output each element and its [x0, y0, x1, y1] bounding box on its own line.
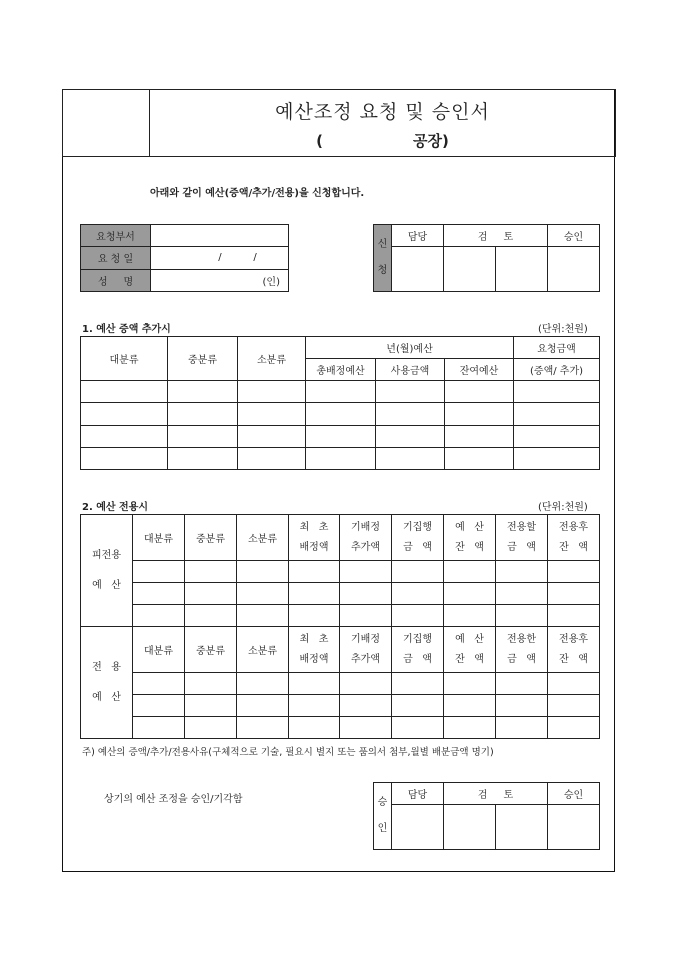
cell[interactable]	[340, 717, 392, 739]
s2-to-after-2: 잔 액	[559, 653, 588, 665]
cell[interactable]	[548, 695, 600, 717]
cell[interactable]	[444, 583, 496, 605]
table-row	[81, 605, 600, 627]
application-col-review: 검 토	[444, 225, 548, 247]
date-label: 요 청 일	[81, 247, 151, 269]
cell[interactable]	[445, 403, 514, 425]
s2-to-transfer-2: 금 액	[507, 653, 536, 665]
cell[interactable]	[185, 583, 237, 605]
cell[interactable]	[392, 695, 444, 717]
cell[interactable]	[306, 381, 376, 403]
final-col-manager: 담당	[392, 783, 444, 805]
s2-from-bal-1: 예 산	[455, 521, 484, 533]
cell[interactable]	[496, 583, 548, 605]
s1-header-request-sub: (증액/ 추가)	[514, 359, 600, 381]
s2-from-initial	[289, 515, 340, 561]
cell[interactable]	[289, 605, 340, 627]
section1-unit: (단위:천원)	[538, 324, 588, 335]
s1-header-total-alloc: 총배정예산	[306, 359, 376, 381]
cell[interactable]	[238, 381, 306, 403]
s2-to-transfer-1: 전용한	[507, 633, 536, 645]
s2-to-exec-2: 금 액	[403, 653, 432, 665]
s2-to-minor: 소분류	[237, 627, 289, 673]
cell[interactable]	[81, 403, 168, 425]
application-side-char-1: 신	[377, 239, 388, 250]
final-side-label	[374, 783, 392, 850]
cell[interactable]	[289, 561, 340, 583]
final-side-char-1: 승	[377, 797, 388, 808]
table-row	[81, 695, 600, 717]
cell[interactable]	[133, 561, 185, 583]
cell[interactable]	[514, 403, 600, 425]
cell[interactable]	[237, 561, 289, 583]
s2-from-exec-2: 금 액	[403, 541, 432, 553]
s2-from-after-1: 전용후	[559, 521, 588, 533]
table-row	[81, 381, 600, 403]
cell[interactable]	[168, 381, 238, 403]
cell[interactable]	[238, 425, 306, 447]
s2-from-initial-2: 배정액	[299, 541, 329, 553]
cell[interactable]	[548, 583, 600, 605]
cell[interactable]	[289, 673, 340, 695]
table-row	[81, 403, 600, 425]
s2-from-transfer	[496, 515, 548, 561]
cell[interactable]	[185, 673, 237, 695]
name-field[interactable]	[151, 269, 289, 291]
table-row	[81, 561, 600, 583]
s1-header-middle: 중분류	[168, 337, 238, 381]
request-info-table	[80, 224, 289, 292]
cell[interactable]	[168, 425, 238, 447]
cell[interactable]	[340, 695, 392, 717]
s2-to-middle: 중분류	[185, 627, 237, 673]
cell[interactable]	[548, 561, 600, 583]
application-side-label	[374, 225, 392, 292]
cell[interactable]	[392, 717, 444, 739]
s1-header-major: 대분류	[81, 337, 168, 381]
cell[interactable]	[81, 447, 168, 469]
s2-from-after	[548, 515, 600, 561]
s2-to-initial	[289, 627, 340, 673]
application-sign-approve[interactable]	[548, 247, 600, 292]
cell[interactable]	[237, 583, 289, 605]
final-sign-manager[interactable]	[392, 805, 444, 850]
s2-from-initial-1: 최 초	[299, 521, 329, 533]
cell[interactable]	[444, 695, 496, 717]
cell[interactable]	[548, 717, 600, 739]
cell[interactable]	[514, 425, 600, 447]
cell[interactable]	[444, 673, 496, 695]
s2-to-exec-1: 기집행	[403, 633, 432, 645]
final-sign-approve[interactable]	[548, 805, 600, 850]
cell[interactable]	[289, 583, 340, 605]
cell[interactable]	[496, 673, 548, 695]
title-block	[62, 89, 616, 157]
cell[interactable]	[444, 561, 496, 583]
cell[interactable]	[548, 605, 600, 627]
final-decision-text: 상기의 예산 조정을 승인/기각함	[104, 794, 243, 805]
cell[interactable]	[306, 425, 376, 447]
table-row	[81, 673, 600, 695]
cell[interactable]	[306, 403, 376, 425]
s2-from-exec	[392, 515, 444, 561]
application-sign-review-1[interactable]	[444, 247, 496, 292]
s2-from-label-1: 피전용	[92, 549, 121, 561]
cell[interactable]	[376, 381, 445, 403]
cell[interactable]	[548, 673, 600, 695]
cell[interactable]	[81, 381, 168, 403]
cell[interactable]	[289, 695, 340, 717]
section1-table	[80, 336, 600, 470]
s2-to-initial-1: 최 초	[299, 633, 329, 645]
name-label: 성 명	[81, 269, 151, 291]
s2-from-middle: 중분류	[185, 515, 237, 561]
table-row	[81, 425, 600, 447]
s2-to-transfer	[496, 627, 548, 673]
s2-from-prior	[340, 515, 392, 561]
cell[interactable]	[496, 717, 548, 739]
section2-unit: (단위:천원)	[538, 502, 588, 513]
s2-from-major: 대분류	[133, 515, 185, 561]
application-sign-manager[interactable]	[392, 247, 444, 292]
s2-to-label-2: 예 산	[92, 691, 121, 703]
cell[interactable]	[185, 561, 237, 583]
s2-from-label	[81, 515, 133, 627]
table-row	[81, 717, 600, 739]
cell[interactable]	[444, 717, 496, 739]
cell[interactable]	[376, 447, 445, 469]
cell[interactable]	[133, 717, 185, 739]
s2-to-bal	[444, 627, 496, 673]
final-col-approve: 승인	[548, 783, 600, 805]
s2-to-label	[81, 627, 133, 739]
s2-from-exec-1: 기집행	[403, 521, 432, 533]
cell[interactable]	[376, 403, 445, 425]
s2-from-bal-2: 잔 액	[455, 541, 484, 553]
s2-from-prior-1: 기배정	[351, 521, 380, 533]
s2-from-transfer-2: 금 액	[507, 541, 536, 553]
cell[interactable]	[340, 673, 392, 695]
cell[interactable]	[496, 605, 548, 627]
s2-from-after-2: 잔 액	[559, 541, 588, 553]
final-approval-table	[373, 782, 600, 850]
cell[interactable]	[340, 605, 392, 627]
cell[interactable]	[133, 695, 185, 717]
cell[interactable]	[444, 605, 496, 627]
seal-text: (인)	[262, 276, 280, 288]
s2-from-transfer-1: 전용할	[507, 521, 536, 533]
cell[interactable]	[81, 425, 168, 447]
s2-from-bal	[444, 515, 496, 561]
section1-title: 1. 예산 증액 추가시	[82, 324, 171, 335]
cell[interactable]	[514, 447, 600, 469]
cell[interactable]	[133, 673, 185, 695]
s2-to-initial-2: 배정액	[299, 653, 329, 665]
cell[interactable]	[237, 695, 289, 717]
subtitle-open: (	[316, 132, 323, 150]
cell[interactable]	[514, 381, 600, 403]
subtitle-close: 공장)	[413, 132, 449, 150]
s2-to-prior-2: 추가액	[351, 653, 380, 665]
table-row	[81, 583, 600, 605]
cell[interactable]	[237, 673, 289, 695]
s1-header-minor: 소분류	[238, 337, 306, 381]
cell[interactable]	[392, 583, 444, 605]
application-side-char-2: 청	[377, 265, 388, 276]
s2-to-after-1: 전용후	[559, 633, 588, 645]
s2-to-bal-1: 예 산	[455, 633, 484, 645]
cell[interactable]	[376, 425, 445, 447]
cell[interactable]	[237, 717, 289, 739]
s2-from-label-2: 예 산	[92, 579, 121, 591]
cell[interactable]	[392, 561, 444, 583]
cell[interactable]	[340, 583, 392, 605]
final-sign-review-2[interactable]	[496, 805, 548, 850]
title-cell	[150, 90, 616, 157]
page-title: 예산조정 요청 및 승인서	[275, 101, 490, 123]
application-col-manager: 담당	[392, 225, 444, 247]
cell[interactable]	[392, 605, 444, 627]
cell[interactable]	[445, 425, 514, 447]
s2-to-exec	[392, 627, 444, 673]
s2-to-major: 대분류	[133, 627, 185, 673]
s2-to-prior-1: 기배정	[351, 633, 380, 645]
section2-title: 2. 예산 전용시	[82, 502, 149, 513]
s2-to-prior	[340, 627, 392, 673]
final-col-review: 검 토	[444, 783, 548, 805]
cell[interactable]	[185, 605, 237, 627]
cell[interactable]	[185, 695, 237, 717]
s2-from-minor: 소분류	[237, 515, 289, 561]
final-side-char-2: 인	[377, 823, 388, 834]
department-label: 요청부서	[81, 225, 151, 247]
cell[interactable]	[496, 561, 548, 583]
s2-to-after	[548, 627, 600, 673]
cell[interactable]	[289, 717, 340, 739]
page-subtitle	[150, 130, 615, 151]
date-field[interactable]: / /	[151, 247, 289, 269]
cell[interactable]	[238, 403, 306, 425]
cell[interactable]	[168, 447, 238, 469]
department-field[interactable]	[151, 225, 289, 247]
s1-header-remaining: 잔여예산	[445, 359, 514, 381]
cell[interactable]	[133, 583, 185, 605]
cell[interactable]	[185, 717, 237, 739]
section2-table	[80, 514, 600, 739]
s2-from-prior-2: 추가액	[351, 541, 380, 553]
cell[interactable]	[133, 605, 185, 627]
application-col-approve: 승인	[548, 225, 600, 247]
footnote: 주) 예산의 증액/추가/전용사유(구체적으로 기술, 필요시 별지 또는 품의서 첨부,월별 배분금액 명기)	[82, 747, 494, 758]
intro-text: 아래와 같이 예산(증액/추가/전용)을 신청합니다.	[150, 188, 365, 199]
s1-header-request: 요청금액	[514, 337, 600, 359]
application-sign-review-2[interactable]	[496, 247, 548, 292]
s1-header-used: 사용금액	[376, 359, 445, 381]
title-left-empty	[63, 90, 150, 157]
cell[interactable]	[237, 605, 289, 627]
cell[interactable]	[168, 403, 238, 425]
s2-to-bal-2: 잔 액	[455, 653, 484, 665]
s2-to-label-1: 전 용	[92, 661, 121, 673]
application-approval-table	[373, 224, 600, 292]
s1-header-year-budget: 년(월)예산	[306, 337, 514, 359]
cell[interactable]	[238, 447, 306, 469]
cell[interactable]	[496, 695, 548, 717]
cell[interactable]	[340, 561, 392, 583]
cell[interactable]	[306, 447, 376, 469]
final-sign-review-1[interactable]	[444, 805, 496, 850]
cell[interactable]	[445, 447, 514, 469]
cell[interactable]	[445, 381, 514, 403]
table-row	[81, 447, 600, 469]
cell[interactable]	[392, 673, 444, 695]
